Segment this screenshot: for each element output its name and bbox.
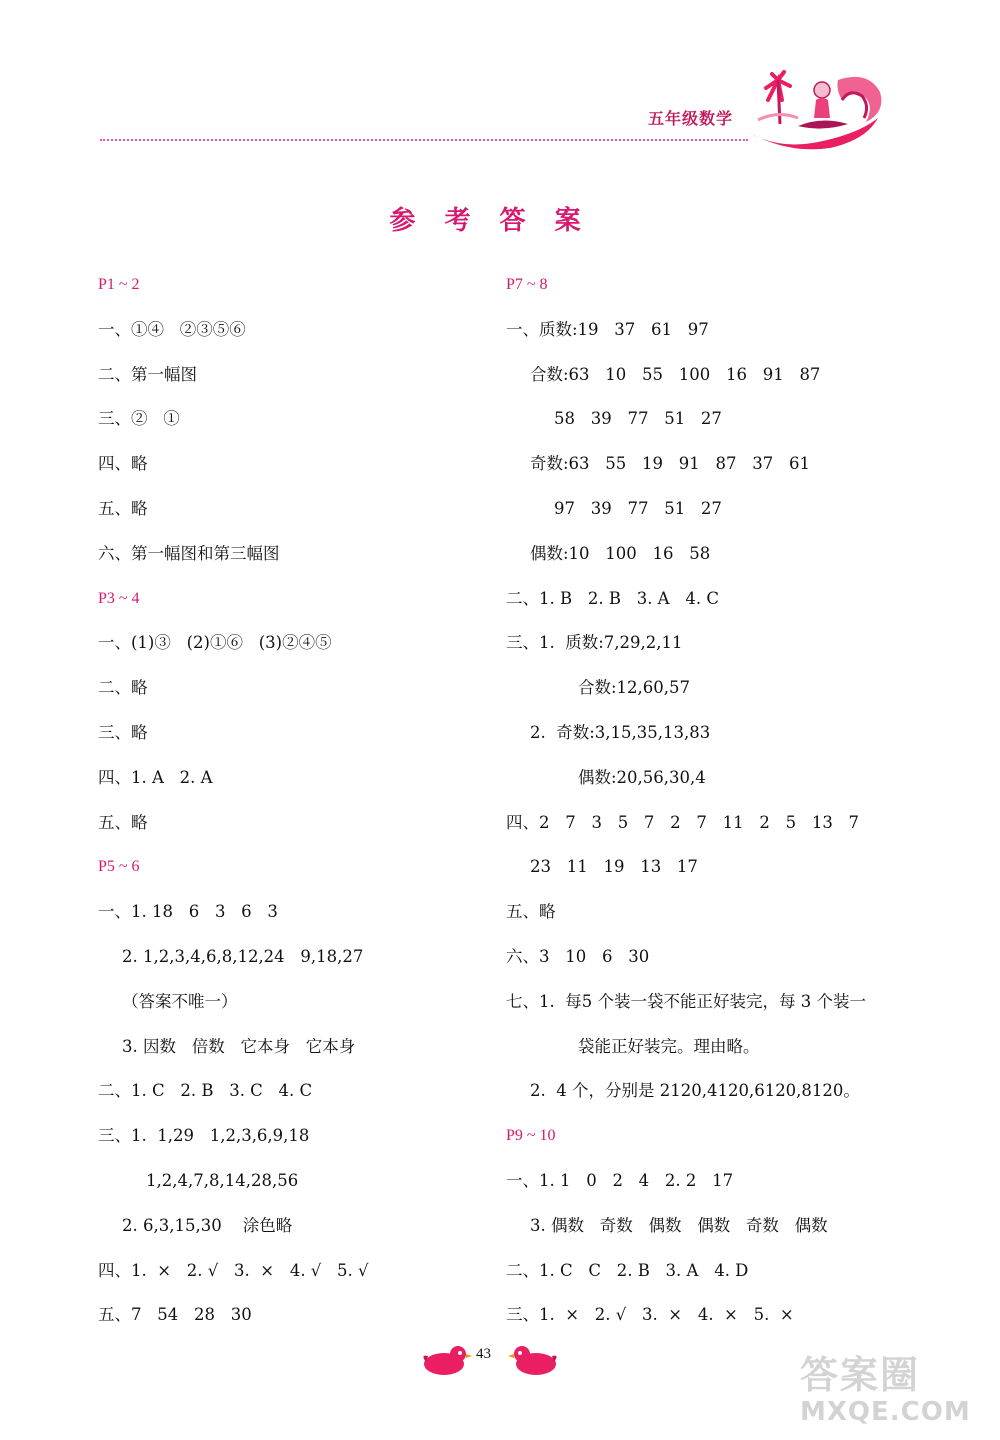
answer-line: 五、略 <box>98 499 148 518</box>
section-heading: P7 ~ 8 <box>506 276 548 293</box>
header-subject: 五年级数学 <box>648 109 734 128</box>
answer-line: 二、第一幅图 <box>98 364 197 384</box>
answer-line: 四、2 7 3 5 7 2 7 11 2 5 13 7 <box>506 812 860 832</box>
answer-line: 五、7 54 28 30 <box>98 1305 252 1325</box>
answer-line: 合数:12,60,57 <box>578 678 691 698</box>
answer-line: 三、1. 质数:7,29,2,11 <box>506 633 683 653</box>
answer-line: 二、略 <box>98 678 148 698</box>
answer-line: 一、1. 18 6 3 6 3 <box>98 902 278 922</box>
answer-line: 偶数:10 100 16 58 <box>530 543 711 563</box>
answer-line: 五、略 <box>98 812 148 832</box>
answer-line: 一、(1)③ (2)①⑥ (3)②④⑤ <box>98 633 332 653</box>
answer-line: 97 39 77 51 27 <box>554 499 722 518</box>
answer-line: 四、1. × 2. √ 3. × 4. √ 5. √ <box>98 1260 369 1280</box>
answer-line: 一、①④ ②③⑤⑥ <box>98 319 246 339</box>
watermark-url: MXQE.COM <box>800 1397 971 1427</box>
answer-line: 袋能正好装完。理由略。 <box>578 1036 760 1056</box>
page-number: 43 <box>476 1346 491 1362</box>
answer-line: 奇数:63 55 19 91 87 37 61 <box>530 454 810 474</box>
answer-line: 二、1. C 2. B 3. C 4. C <box>98 1081 313 1101</box>
answer-line: 五、略 <box>506 902 556 922</box>
answer-line: 二、1. C C 2. B 3. A 4. D <box>506 1260 749 1280</box>
answer-line: 六、第一幅图和第三幅图 <box>98 543 280 563</box>
bird-left-icon <box>423 1346 472 1375</box>
header-dotted-rule <box>100 139 748 141</box>
answer-line: 三、1. 1,29 1,2,3,6,9,18 <box>98 1126 310 1146</box>
page-title: 参 考 答 案 <box>389 206 591 236</box>
answer-line: 三、② ① <box>98 409 180 429</box>
answer-line: 四、略 <box>98 454 148 474</box>
section-heading: P3 ~ 4 <box>98 589 140 607</box>
answer-line: 一、质数:19 37 61 97 <box>506 319 709 339</box>
answer-line: 七、1. 每5 个装一袋不能正好装完，每 3 个装一 <box>506 991 866 1011</box>
answer-line: 三、略 <box>98 723 148 742</box>
answer-line: 3. 因数 倍数 它本身 它本身 <box>122 1036 356 1056</box>
surfer-wave-illustration <box>738 60 888 150</box>
section-heading: P1 ~ 2 <box>98 276 140 293</box>
answer-line: 23 11 19 13 17 <box>530 857 698 877</box>
answer-line: 六、3 10 6 30 <box>506 947 650 966</box>
answer-line: 2. 1,2,3,4,6,8,12,24 9,18,27 <box>122 947 364 966</box>
bird-right-icon <box>508 1346 557 1375</box>
answer-line: 2. 奇数:3,15,35,13,83 <box>530 723 711 742</box>
watermark <box>800 1352 990 1432</box>
answer-line: （答案不唯一） <box>122 991 238 1011</box>
answer-line: 2. 4 个，分别是 2120,4120,6120,8120。 <box>530 1081 860 1101</box>
answer-line: 1,2,4,7,8,14,28,56 <box>146 1171 299 1190</box>
answer-line: 二、1. B 2. B 3. A 4. C <box>506 588 719 608</box>
answer-line: 三、1. × 2. √ 3. × 4. × 5. × <box>506 1305 794 1325</box>
answer-line: 一、1. 1 0 2 4 2. 2 17 <box>506 1171 734 1190</box>
answer-line: 3. 偶数 奇数 偶数 偶数 奇数 偶数 <box>530 1215 828 1235</box>
answer-line: 58 39 77 51 27 <box>554 409 722 429</box>
answer-line: 偶数:20,56,30,4 <box>578 767 706 787</box>
answer-line: 四、1. A 2. A <box>98 767 213 787</box>
answer-line: 2. 6,3,15,30 涂色略 <box>122 1215 293 1235</box>
section-heading: P9 ~ 10 <box>506 1127 556 1145</box>
answer-line: 合数:63 10 55 100 16 91 87 <box>530 364 821 384</box>
watermark-logo-text: 答案圈 <box>800 1353 921 1397</box>
section-heading: P5 ~ 6 <box>98 858 140 876</box>
